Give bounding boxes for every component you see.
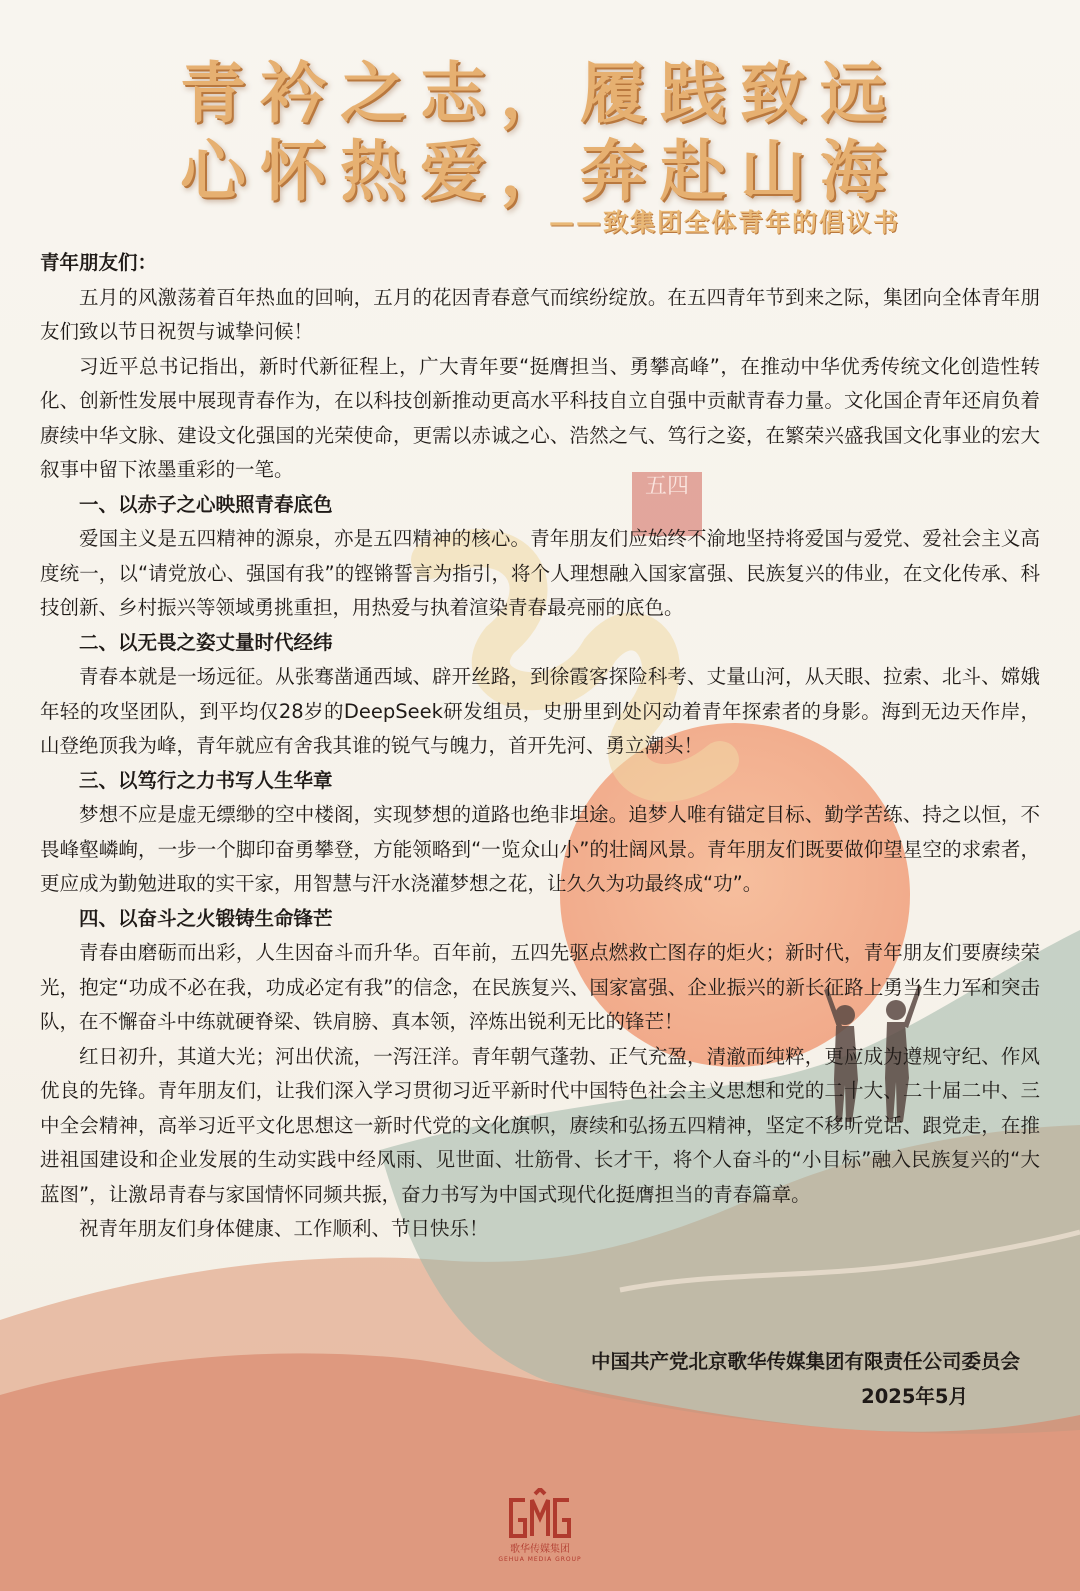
section-heading: 二、以无畏之姿丈量时代经纬 xyxy=(79,630,333,654)
intro-paragraph: 习近平总书记指出，新时代新征程上，广大青年要“挺膺担当、勇攀高峰”，在推动中华优秀传统文化创造性转化、创新性发展中展现青春作为，在以科技创新推动更高水平科技自立自强中贡献青春力量。文化国企青年还肩负着赓续中华文脉、建设文化强国的光荣使命，更需以赤诚之心、浩然之气、笃行之姿，在繁荣兴盛我国文化事业的宏大叙事中留下浓墨重彩的一笔。 xyxy=(40,354,1040,481)
section-heading: 一、以赤子之心映照青春底色 xyxy=(79,492,333,516)
salutation: 青年朋友们： xyxy=(40,251,158,274)
closing-wish: 祝青年朋友们身体健康、工作顺利、节日快乐！ xyxy=(79,1217,489,1240)
wusi-stamp: 五四 xyxy=(632,472,702,536)
logo-english-name: GEHUA MEDIA GROUP xyxy=(498,1556,582,1563)
signature-date: 2025年5月 xyxy=(861,1385,968,1408)
subtitle: ——致集团全体青年的倡议书 xyxy=(548,208,900,237)
section-paragraph: 梦想不应是虚无缥缈的空中楼阁，实现梦想的道路也绝非坦途。追梦人唯有锚定目标、勤学苦练、持之以恒，不畏峰壑嶙峋，一步一个脚印奋勇攀登，方能领略到“一览众山小”的壮阔风景。青年朋友们既要做仰望星空的求索者，更应成为勤勉进取的实干家，用智慧与汗水浇灌梦想之花，让久久为功最终成“功”。 xyxy=(40,803,1040,895)
intro-paragraph: 五月的风激荡着百年热血的回响，五月的花因青春意气而缤纷绽放。在五四青年节到来之际，集团向全体青年朋友们致以节日祝贺与诚挚问候！ xyxy=(40,285,1040,343)
section-paragraph: 青春由磨砺而出彩，人生因奋斗而升华。百年前，五四先驱点燃救亡图存的炬火；新时代，青年朋友们要赓续荣光，抱定“功成不必在我，功成必定有我”的信念，在民族复兴、国家富强、企业振兴的新长征路上勇当生力军和突击队，在不懈奋斗中练就硬脊梁、铁肩膀、真本领，淬炼出锐利无比的锋芒！ xyxy=(40,941,1040,1033)
gmg-logo-icon xyxy=(507,1488,573,1544)
section-heading: 四、以奋斗之火锻铸生命锋芒 xyxy=(79,906,333,930)
signature-organization: 中国共产党北京歌华传媒集团有限责任公司委员会 xyxy=(590,1350,1020,1373)
section-paragraph: 爱国主义是五四精神的源泉，亦是五四精神的核心。青年朋友们应始终不渝地坚持将爱国与爱党、爱社会主义高度统一，以“请党放心、强国有我”的铿锵誓言为指引，将个人理想融入国家富强、民族复兴的伟业，在文化传承、科技创新、乡村振兴等领域勇挑重担，用热爱与执着渲染青春最亮丽的底色。 xyxy=(40,527,1040,619)
title-line-1: 青衿之志，履践致远 xyxy=(180,55,900,132)
signature-block xyxy=(591,1344,1020,1414)
logo-chinese-name: 歌华传媒集团 xyxy=(510,1544,570,1555)
closing-paragraph: 红日初升，其道大光；河出伏流，一泻汪洋。青年朝气蓬勃、正气充盈，清澈而纯粹，更应成为遵规守纪、作风优良的先锋。青年朋友们，让我们深入学习贯彻习近平新时代中国特色社会主义思想和党的二十大、二十届二中、三中全会精神，高举习近平文化思想这一新时代党的文化旗帜，赓续和弘扬五四精神，坚定不移听党话、跟党走，在推进祖国建设和企业发展的生动实践中经风雨、见世面、壮筋骨、长才干，将个人奋斗的“小目标”融入民族复兴的“大蓝图”，让激昂青春与家国情怀同频共振，奋力书写为中国式现代化挺膺担当的青春篇章。 xyxy=(40,1044,1040,1206)
title-line-2: 心怀热爱，奔赴山海 xyxy=(180,133,900,210)
section-paragraph: 青春本就是一场远征。从张骞凿通西域、辟开丝路，到徐霞客探险科考、丈量山河，从天眼、拉索、北斗、嫦娥年轻的攻坚团队，到平均仅28岁的DeepSeek研发组员，史册里到处闪动着青年探索者的身影。海到无边天作岸，山登绝顶我为峰，青年就应有舍我其谁的锐气与魄力，首开先河、勇立潮头！ xyxy=(40,665,1040,757)
gehua-logo xyxy=(490,1488,590,1583)
section-heading: 三、以笃行之力书写人生华章 xyxy=(79,768,333,792)
letter-body xyxy=(40,246,1040,1247)
